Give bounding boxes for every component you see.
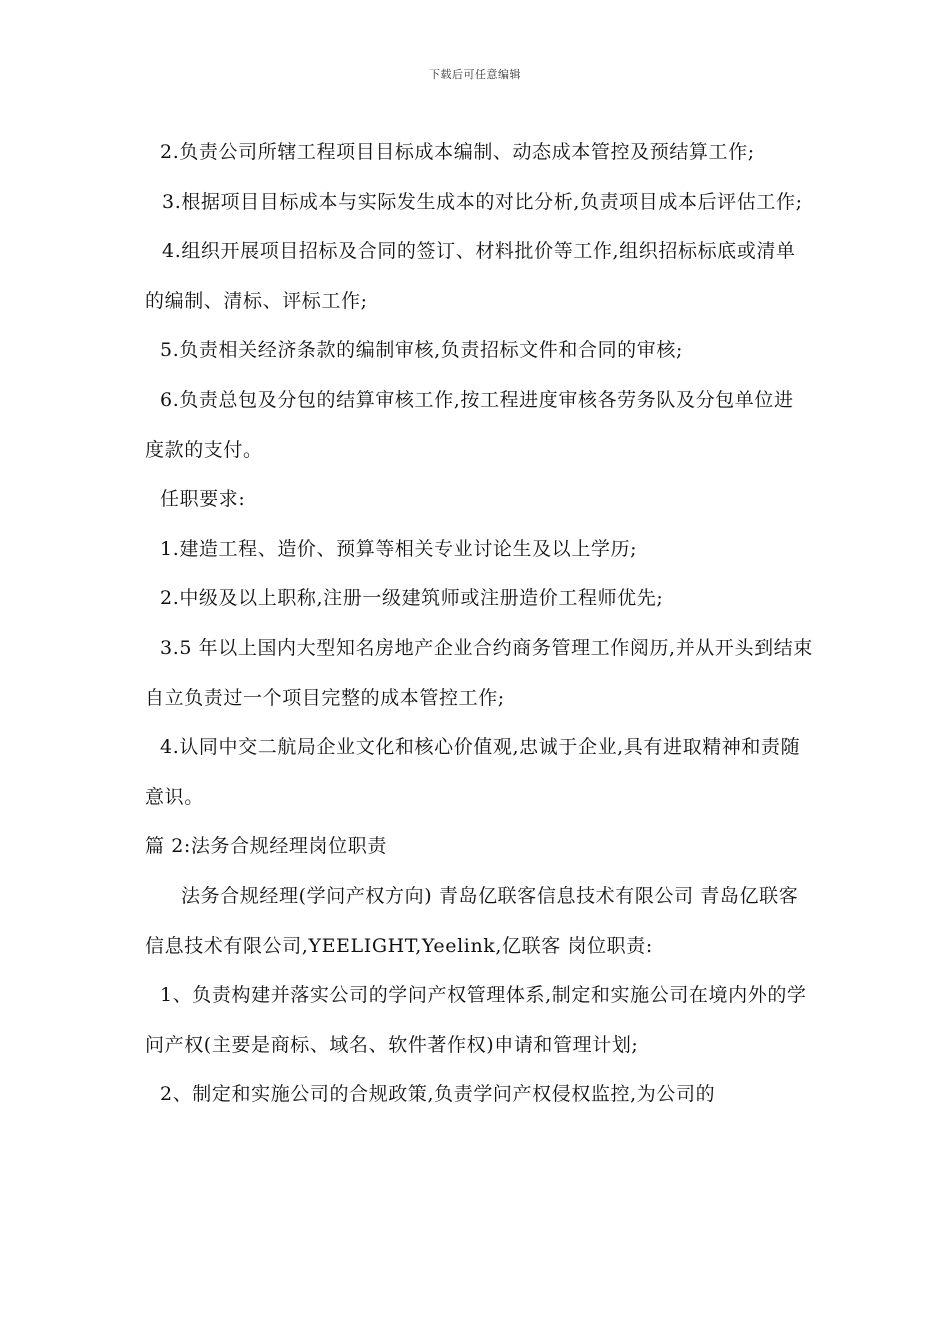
paragraph-requirement-4: 4.认同中交二航局企业文化和核心价值观,忠诚于企业,具有进取精神和责随意识。 (145, 736, 801, 808)
paragraph-duty-2: 2.负责公司所辖工程项目目标成本编制、动态成本管控及预结算工作; (160, 141, 755, 163)
paragraph-legal-duty-1: 1、负责构建并落实公司的学问产权管理体系,制定和实施公司在境内外的学问产权(主要是商标、域名、软件著作权)申请和管理计划; (145, 984, 807, 1056)
paragraph-duty-3: 3.根据项目目标成本与实际发生成本的对比分析,负责项目成本后评估工作; (162, 190, 803, 213)
paragraph-duty-5: 5.负责相关经济条款的编制审核,负责招标文件和合同的审核; (160, 339, 683, 362)
paragraph-duty-6: 6.负责总包及分包的结算审核工作,按工程进度审核各劳务队及分包单位进度款的支付。 (145, 388, 794, 461)
paragraph-requirement-3: 3.5 年以上国内大型知名房地产企业合约商务管理工作阅历,并从开头到结束自立负责过一个项目完整的成本管控工作; (145, 636, 813, 709)
article-title: 篇 2:法务合规经理岗位职责 (145, 835, 387, 858)
paragraph-legal-duty-2: 2、制定和实施公司的合规政策,负责学问产权侵权监控,为公司的 (160, 1083, 716, 1106)
document-body (145, 128, 813, 1120)
paragraph-requirement-1: 1.建造工程、造价、预算等相关专业讨论生及以上学历; (160, 537, 638, 560)
paragraph-duty-4: 4.组织开展项目招标及合同的签订、材料批价等工作,组织招标标底或清单的编制、清标、评标工作; (145, 240, 796, 312)
section-heading-requirements: 任职要求: (160, 488, 246, 511)
paragraph-intro: 法务合规经理(学问产权方向) 青岛亿联客信息技术有限公司 青岛亿联客信息技术有限公司,YEELIGHT,Yeelink,亿联客 岗位职责: (145, 884, 799, 957)
paragraph-requirement-2: 2.中级及以上职称,注册一级建筑师或注册造价工程师优先; (160, 587, 664, 610)
page-header: 下载后可任意编辑 (429, 68, 521, 81)
